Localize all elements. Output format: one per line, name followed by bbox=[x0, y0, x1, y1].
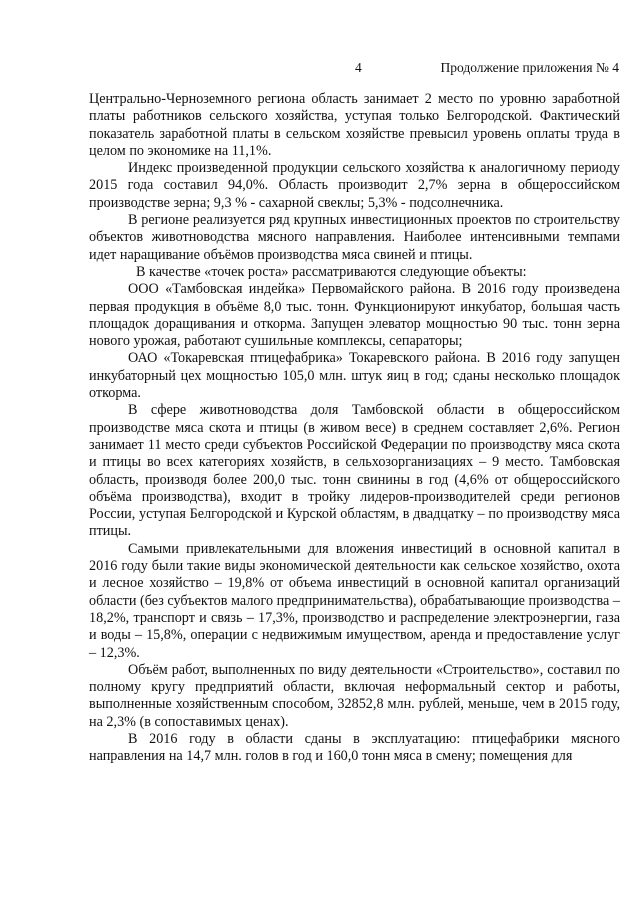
paragraph: Самыми привлекательными для вложения инвестиций в основной капитал в 2016 году были такие виды экономической деятельности как сельское хозяйство, охота и лесное хозяйство – 19,8% от объема инвестиций в основной капитал организаций области (без субъектов малого предпринимательства), обрабатывающие производства – 18,2%, транспорт и связь – 17,3%, производство и распределение электроэнергии, газа и воды – 15,8%, операции с недвижимым имуществом, аренда и предоставление услуг – 12,3%. bbox=[89, 540, 620, 661]
page-header bbox=[0, 60, 640, 80]
paragraph: В сфере животноводства доля Тамбовской области в общероссийском производстве мяса скота и птицы (в живом весе) в среднем составляет 2,6%. Регион занимает 11 место среди субъектов Российской Федерации по производству мяса скота и птицы во всех категориях хозяйств, в сельхозорганизациях – 9 место. Тамбовская область, производя более 200,0 тыс. тонн свинины в год (4,6% от общероссийского объёма производства), входит в тройку лидеров-производителей среди регионов России, уступая Белгородской и Курской областям, в двадцатку – по производству мяса птицы. bbox=[89, 402, 620, 540]
document-body bbox=[89, 91, 620, 766]
paragraph: Центрально-Черноземного региона область занимает 2 место по уровню заработной платы работников сельского хозяйства, уступая только Белгородской. Фактический показатель заработной платы в сельском хозяйстве превысил уровень оплаты труда в целом по экономике на 11,1%. bbox=[89, 91, 620, 159]
paragraph: В 2016 году в области сданы в эксплуатацию: птицефабрики мясного направления на 14,7 млн. голов в год и 160,0 тонн мяса в смену; помещения для bbox=[89, 730, 620, 765]
page-number: 4 bbox=[355, 60, 362, 75]
paragraph: Индекс произведенной продукции сельского хозяйства к аналогичному периоду 2015 года составил 94,0%. Область производит 2,7% зерна в общероссийском производстве зерна; 9,3 % - сахарной свеклы; 5,3% - подсолнечника. bbox=[89, 160, 620, 211]
appendix-continuation-label: Продолжение приложения № 4 bbox=[440, 60, 619, 75]
paragraph: Объём работ, выполненных по виду деятельности «Строительство», составил по полному кругу предприятий области, включая неформальный сектор и работы, выполненные хозяйственным способом, 32852,8 млн. рублей, меньше, чем в 2015 году, на 2,3% (в сопоставимых ценах). bbox=[89, 661, 620, 730]
paragraph: ООО «Тамбовская индейка» Первомайского района. В 2016 году произведена первая продукция в объёме 8,0 тыс. тонн. Функционируют инкубатор, большая часть площадок доращивания и откорма. Запущен элеватор мощностью 90 тыс. тонн зерна нового урожая, работают сушильные комплексы, сепараторы; bbox=[89, 281, 620, 350]
paragraph: ОАО «Токаревская птицефабрика» Токаревского района. В 2016 году запущен инкубаторный цех мощностью 105,0 млн. штук яиц в год; сданы несколько площадок откорма. bbox=[89, 350, 620, 402]
paragraph: В качестве «точек роста» рассматриваются следующие объекты: bbox=[136, 263, 527, 280]
paragraph: В регионе реализуется ряд крупных инвестиционных проектов по строительству объектов животноводства мясного направления. Наиболее интенсивными темпами идет наращивание объёмов производства мяса свиней и птицы. bbox=[89, 212, 620, 263]
